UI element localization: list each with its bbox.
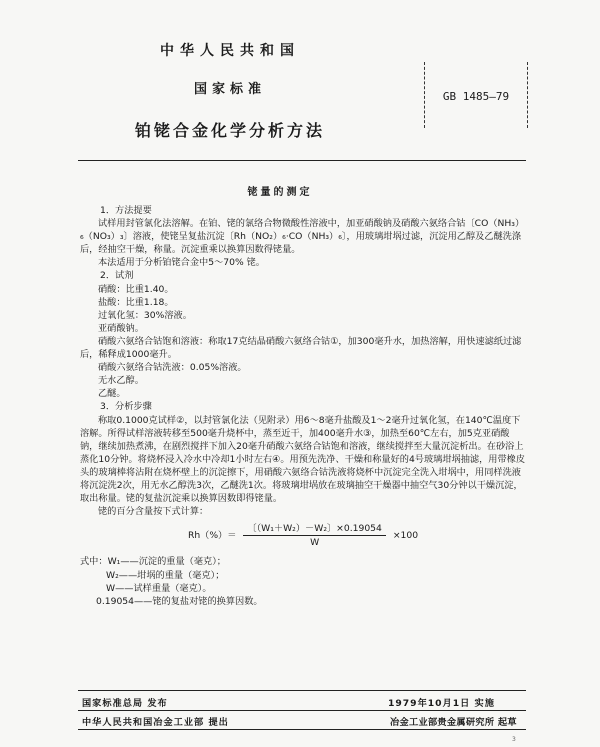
- calculation-intro: 铑的百分含量按下式计算：: [98, 506, 209, 518]
- section-title: 铑量的测定: [247, 187, 313, 198]
- drafter: 冶金工业部贵金属研究所 起草: [390, 717, 517, 728]
- formula-fraction: [243, 522, 386, 549]
- variable-w1: W₁——沉淀的重量（毫克）；: [107, 556, 226, 568]
- reagent-item: 无水乙醇。: [98, 375, 144, 387]
- method-summary-paragraph: 试样用封管氯化法溶解。在铂、铑的氯络合物微酸性溶液中，加亚硝酸钠及硝酸六氨络合钴〔CO（NH₃）₆（NO₃）₃〕溶液，使铑呈复盐沉淀〔Rh（NO₂）₆·CO（NH₃）₆〕，用玻璃坩埚过滤，沉淀用乙醇及乙醚洗涤后，经抽空干燥，称量。沉淀重乘以换算因数得铑量。: [80, 218, 525, 256]
- reagent-item: 乙醚。: [98, 388, 126, 400]
- standard-type: 国家标准: [193, 82, 266, 97]
- page-number: 3: [512, 736, 516, 743]
- reagent-item: 硝酸六氨络合钴饱和溶液：称取17克结晶硝酸六氨络合钴①，加300毫升水，加热溶解，用快速滤纸过滤后，稀释成1000毫升。: [80, 335, 522, 361]
- variable-w2: W₂——坩埚的重量（毫克）；: [106, 569, 225, 581]
- reagent-item: 盐酸：比重1.18。: [98, 296, 174, 308]
- variable-definition: [80, 555, 526, 568]
- standard-code: GB 1485—79: [442, 90, 510, 103]
- publisher: 国家标准总局 发布: [82, 698, 168, 709]
- reagent-item: 硝酸：比重1.40。: [98, 283, 174, 295]
- heading-procedure: 3．分析步骤: [100, 401, 152, 413]
- conversion-factor-note: 0.19054——铑的复盐对铑的换算因数。: [96, 595, 263, 607]
- document-title: 铂铑合金化学分析方法: [134, 121, 325, 140]
- variable-w: W——试样重量（毫克）。: [106, 582, 212, 594]
- footer-divider-bottom: [78, 729, 526, 730]
- formula-numerator: 〔（W₁＋W₂）－W₂〕×0.19054: [243, 522, 386, 536]
- rhodium-formula: [80, 522, 526, 549]
- heading-reagents: 2．试剂: [100, 270, 134, 282]
- effective-date: 1979年10月1日 实施: [388, 698, 495, 709]
- document-body: [80, 204, 526, 608]
- variables-intro: 式中：: [80, 556, 108, 568]
- scope-paragraph: 本法适用于分析铂铑合金中5～70% 铑。: [98, 257, 265, 269]
- header-divider: [78, 160, 526, 161]
- procedure-paragraph: 称取0.1000克试样②，以封管氯化法（见附录）用6～8毫升盐酸及1～2毫升过氧化氢，在140℃温度下溶解。所得试样溶液转移至500毫升烧杯中，蒸至近干，加400毫升水③，加热至60℃左右，加5克亚硝酸钠，继续加热煮沸，在剧烈搅拌下加入20毫升硝酸六氨络合钴饱和溶液，继续搅拌至大量沉淀析出。在砂浴上蒸化10分钟。将烧杯浸入冷水中冷却1小时左右④。用预先洗净、干燥和称量好的4号玻璃坩埚抽滤，用带橡皮头的玻璃棒将沾附在烧杯壁上的沉淀擦下，用硝酸六氨络合钴洗液将烧杯中沉淀完全洗入坩埚中，用同样洗液将沉淀洗2次，用无水乙醇洗3次，乙醚洗1次。将玻璃坩埚放在玻璃抽空干燥器中抽空气30分钟以干燥沉淀，取出称量。铑的复盐沉淀乘以换算因数即得铑量。: [80, 414, 526, 505]
- formula-lhs: Rh（%）＝: [187, 530, 237, 542]
- standard-code-box: [424, 62, 528, 128]
- heading-method-summary: 1．方法提要: [100, 205, 152, 216]
- formula-tail: ×100: [392, 530, 419, 542]
- footer-divider-middle: [78, 710, 526, 711]
- footer-divider-top: [78, 690, 526, 691]
- reagent-item: 亚硝酸钠。: [98, 322, 144, 334]
- reagent-item: 硝酸六氨络合钴洗液：0.05%溶液。: [98, 362, 247, 374]
- issuer-country: 中华人民共和国: [160, 43, 300, 59]
- proposer: 中华人民共和国冶金工业部 提出: [82, 717, 229, 728]
- reagent-item: 过氧化氢：30%溶液。: [98, 309, 192, 321]
- formula-denominator: W: [310, 537, 320, 549]
